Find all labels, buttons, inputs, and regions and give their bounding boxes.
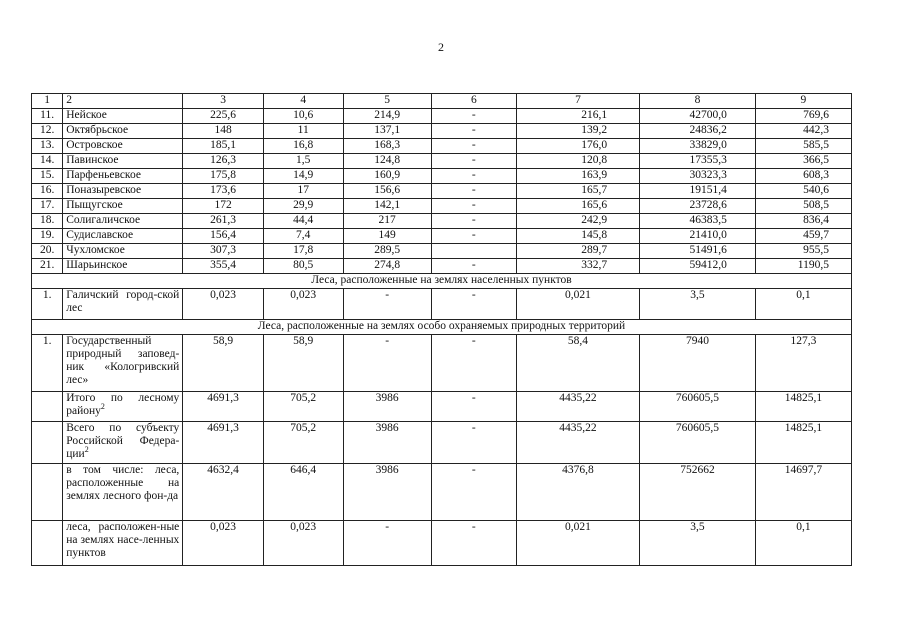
table-cell: 14825,1 [755, 392, 851, 422]
table-cell: 165,7 [516, 184, 639, 199]
table-cell: - [431, 289, 516, 320]
table-cell: 12. [32, 124, 63, 139]
table-cell: 16,8 [263, 139, 343, 154]
table-cell: Галичский город-ской лес [63, 289, 183, 320]
table-cell: 42700,0 [640, 109, 756, 124]
footnote-marker: 2 [100, 402, 105, 412]
table-cell: 20. [32, 244, 63, 259]
table-row [32, 139, 852, 154]
table-row [32, 229, 852, 244]
table-cell: Поназыревское [63, 184, 183, 199]
table-cell: 760605,5 [640, 422, 756, 464]
table-cell [63, 521, 183, 566]
table-cell: 540,6 [755, 184, 851, 199]
table-cell: 1190,5 [755, 259, 851, 274]
table-cell: 4435,22 [516, 392, 639, 422]
table-cell: 160,9 [343, 169, 431, 184]
table-cell: 1. [32, 335, 63, 392]
table-cell: 442,3 [755, 124, 851, 139]
table-row [32, 124, 852, 139]
table-cell: Нейское [63, 109, 183, 124]
table-cell: 145,8 [516, 229, 639, 244]
table-cell: 149 [343, 229, 431, 244]
table-cell: 19. [32, 229, 63, 244]
table-cell: 355,4 [183, 259, 264, 274]
table-cell: 1,5 [263, 154, 343, 169]
table-cell: 24836,2 [640, 124, 756, 139]
table-cell: 1 [32, 94, 63, 109]
table-cell: 17 [263, 184, 343, 199]
table-cell: 175,8 [183, 169, 264, 184]
table-cell: 3986 [343, 464, 431, 521]
table-cell: 173,6 [183, 184, 264, 199]
table-cell: - [431, 392, 516, 422]
table-cell: - [343, 335, 431, 392]
table-cell: - [431, 422, 516, 464]
table-cell: 7 [516, 94, 639, 109]
table-cell: 3 [183, 94, 264, 109]
table-row [32, 259, 852, 274]
table-cell [63, 464, 183, 521]
table-cell: 17,8 [263, 244, 343, 259]
table-cell: 955,5 [755, 244, 851, 259]
table-cell [63, 422, 183, 464]
table-cell: 17. [32, 199, 63, 214]
table-cell: Чухломское [63, 244, 183, 259]
table-cell: - [431, 214, 516, 229]
included-forest-fund-row [32, 464, 852, 521]
table-cell: 172 [183, 199, 264, 214]
table-cell: 646,4 [263, 464, 343, 521]
table-cell: 4435,22 [516, 422, 639, 464]
table-cell: Государственный природный заповед-ник «Кологривский лес» [63, 335, 183, 392]
table-row [32, 214, 852, 229]
row-label: Всего по субъекту Российской Федера-ции [66, 422, 180, 460]
table-cell: - [431, 199, 516, 214]
table-cell: 4 [263, 94, 343, 109]
table-cell: 1. [32, 289, 63, 320]
table-cell: 289,7 [516, 244, 639, 259]
table-cell: - [431, 124, 516, 139]
table-cell: - [431, 229, 516, 244]
table-cell: 11 [263, 124, 343, 139]
table-cell: 508,5 [755, 199, 851, 214]
table-cell: 7,4 [263, 229, 343, 244]
table-cell: Пыщугское [63, 199, 183, 214]
table-cell: Павинское [63, 154, 183, 169]
table-cell [63, 392, 183, 422]
table-cell: Шарьинское [63, 259, 183, 274]
table-cell: 261,3 [183, 214, 264, 229]
table-cell: 836,4 [755, 214, 851, 229]
table-cell: 289,5 [343, 244, 431, 259]
table-cell: 29,9 [263, 199, 343, 214]
table-cell [32, 422, 63, 464]
section-header-row [32, 274, 852, 289]
table-cell: 8 [640, 94, 756, 109]
row-label: в том числе: леса, расположенные на землях лесного фон-да [66, 464, 180, 502]
table-cell: - [431, 154, 516, 169]
section-title: Леса, расположенные на землях особо охраняемых природных территорий [32, 320, 852, 335]
total-subject-row [32, 422, 852, 464]
section-title: Леса, расположенные на землях населенных пунктов [32, 274, 852, 289]
table-cell: 156,4 [183, 229, 264, 244]
table-cell: - [431, 139, 516, 154]
table-cell: 0,023 [263, 521, 343, 566]
table-cell: 760605,5 [640, 392, 756, 422]
table-cell: - [431, 109, 516, 124]
table-row [32, 335, 852, 392]
included-settlements-row [32, 521, 852, 566]
table-cell: 156,6 [343, 184, 431, 199]
table-cell: 165,6 [516, 199, 639, 214]
table-cell: 148 [183, 124, 264, 139]
table-cell: 9 [755, 94, 851, 109]
table-cell: 17355,3 [640, 154, 756, 169]
table-cell: 0,023 [183, 521, 264, 566]
table-cell: 18. [32, 214, 63, 229]
table-cell: 274,8 [343, 259, 431, 274]
table-cell [32, 392, 63, 422]
table-cell: 225,6 [183, 109, 264, 124]
table-cell: Парфеньевское [63, 169, 183, 184]
table-cell: 332,7 [516, 259, 639, 274]
table-cell: 6 [431, 94, 516, 109]
table-cell: 752662 [640, 464, 756, 521]
table-cell: 176,0 [516, 139, 639, 154]
table-cell: 21. [32, 259, 63, 274]
table-cell: 58,9 [183, 335, 264, 392]
table-cell: 14,9 [263, 169, 343, 184]
table-row [32, 154, 852, 169]
table-cell: 0,021 [516, 289, 639, 320]
table-cell: - [431, 184, 516, 199]
table-cell: 185,1 [183, 139, 264, 154]
table-cell: 585,5 [755, 139, 851, 154]
table-cell: 15. [32, 169, 63, 184]
table-cell: Октябрьское [63, 124, 183, 139]
footnote-marker: 2 [84, 445, 89, 455]
table-cell: - [343, 289, 431, 320]
table-cell: Солигаличское [63, 214, 183, 229]
table-cell: 58,9 [263, 335, 343, 392]
table-cell: 0,1 [755, 521, 851, 566]
table-cell: - [431, 335, 516, 392]
table-cell: 142,1 [343, 199, 431, 214]
table-cell: 14. [32, 154, 63, 169]
table-cell: 7940 [640, 335, 756, 392]
table-cell [431, 244, 516, 259]
table-cell: - [431, 521, 516, 566]
table-cell: 0,023 [183, 289, 264, 320]
table-cell: 0,021 [516, 521, 639, 566]
table-cell: 59412,0 [640, 259, 756, 274]
table-cell: 4632,4 [183, 464, 264, 521]
table-row [32, 184, 852, 199]
table-cell: 10,6 [263, 109, 343, 124]
table-cell: 3,5 [640, 289, 756, 320]
table-cell: 0,023 [263, 289, 343, 320]
table-cell: 214,9 [343, 109, 431, 124]
table-cell: 137,1 [343, 124, 431, 139]
table-cell: - [431, 169, 516, 184]
table-cell: 2 [63, 94, 183, 109]
table-cell: 608,3 [755, 169, 851, 184]
table-cell: 4691,3 [183, 422, 264, 464]
table-cell: 14697,7 [755, 464, 851, 521]
table-cell: 16. [32, 184, 63, 199]
table-cell: 58,4 [516, 335, 639, 392]
table-cell: 51491,6 [640, 244, 756, 259]
table-cell: 127,3 [755, 335, 851, 392]
table-cell: 216,1 [516, 109, 639, 124]
table-cell: 126,3 [183, 154, 264, 169]
page-number: 2 [438, 40, 444, 54]
table-cell: 366,5 [755, 154, 851, 169]
table-row [32, 109, 852, 124]
table-cell: 19151,4 [640, 184, 756, 199]
table-cell: 168,3 [343, 139, 431, 154]
table-cell: 13. [32, 139, 63, 154]
table-cell: 4376,8 [516, 464, 639, 521]
forest-area-table [31, 93, 852, 566]
table-cell: 14825,1 [755, 422, 851, 464]
table-cell: 3986 [343, 422, 431, 464]
table-cell: 242,9 [516, 214, 639, 229]
total-forestry-row [32, 392, 852, 422]
table-cell: 705,2 [263, 392, 343, 422]
table-cell: 30323,3 [640, 169, 756, 184]
table-cell: 3986 [343, 392, 431, 422]
table-cell: Судиславское [63, 229, 183, 244]
table-cell: 307,3 [183, 244, 264, 259]
table-cell: 124,8 [343, 154, 431, 169]
table-cell: 5 [343, 94, 431, 109]
table-cell: 163,9 [516, 169, 639, 184]
table-row [32, 289, 852, 320]
header-row [32, 94, 852, 109]
table-row [32, 244, 852, 259]
table-cell: 4691,3 [183, 392, 264, 422]
table-cell: 459,7 [755, 229, 851, 244]
table-cell: - [431, 259, 516, 274]
table-cell: 769,6 [755, 109, 851, 124]
table-cell: 139,2 [516, 124, 639, 139]
table-cell: 23728,6 [640, 199, 756, 214]
table-cell: 33829,0 [640, 139, 756, 154]
table-row [32, 169, 852, 184]
table-cell: 46383,5 [640, 214, 756, 229]
table-cell: - [343, 521, 431, 566]
table-cell: 120,8 [516, 154, 639, 169]
table-cell: 44,4 [263, 214, 343, 229]
table-cell: 217 [343, 214, 431, 229]
table-cell: 80,5 [263, 259, 343, 274]
table-cell: 0,1 [755, 289, 851, 320]
table-cell: 3,5 [640, 521, 756, 566]
table-cell: Островское [63, 139, 183, 154]
table-cell [32, 464, 63, 521]
table-cell: 11. [32, 109, 63, 124]
row-label: Итого по лесному району [66, 392, 180, 417]
section-header-row [32, 320, 852, 335]
table-row [32, 199, 852, 214]
row-label: леса, расположен-ные на землях насе-ленных пунктов [66, 521, 180, 559]
table-cell: - [431, 464, 516, 521]
table-cell: 705,2 [263, 422, 343, 464]
table-cell [32, 521, 63, 566]
table-cell: 21410,0 [640, 229, 756, 244]
